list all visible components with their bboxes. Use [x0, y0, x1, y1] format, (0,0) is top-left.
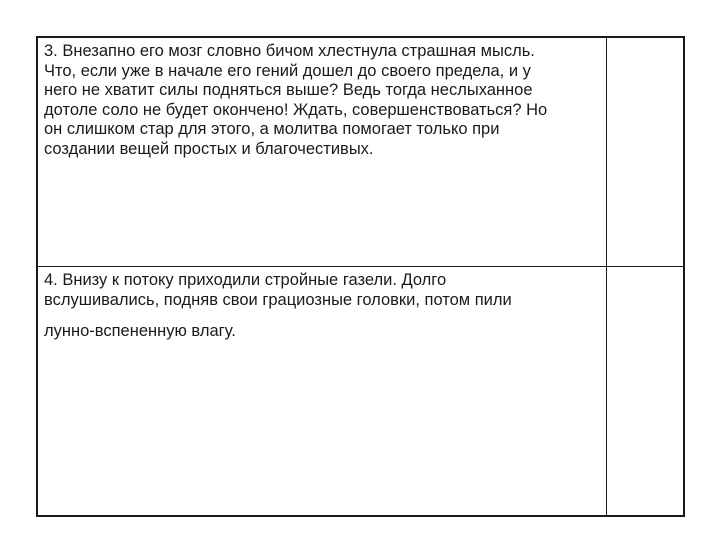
passage-line: Что, если уже в начале его гений дошел до своего предела, и у	[44, 61, 531, 80]
passage-line: дотоле соло не будет окончено! Ждать, совершенствоваться? Но	[44, 100, 548, 119]
answer-cell	[608, 267, 683, 515]
passage-line: лунно-вспененную влагу.	[44, 322, 236, 340]
passage-line: 4. Внизу к потоку приходили стройные газели. Долго	[44, 271, 447, 289]
passage-cell	[38, 267, 607, 515]
table-row	[38, 267, 683, 515]
exercise-table	[36, 36, 685, 517]
passage-line: создании вещей простых и благочестивых.	[44, 139, 374, 158]
passage-line: вслушивались, подняв свои грациозные головки, потом пили	[44, 290, 512, 309]
answer-cell	[608, 38, 683, 266]
passage-line: него не хватит силы подняться выше? Ведь тогда неслыханное	[44, 81, 533, 99]
passage-line: 3. Внезапно его мозг словно бичом хлестнула страшная мысль.	[44, 42, 535, 60]
passage-cell	[38, 38, 607, 266]
table-row	[38, 38, 683, 267]
passage-line: он слишком стар для этого, а молитва помогает только при	[44, 120, 500, 138]
